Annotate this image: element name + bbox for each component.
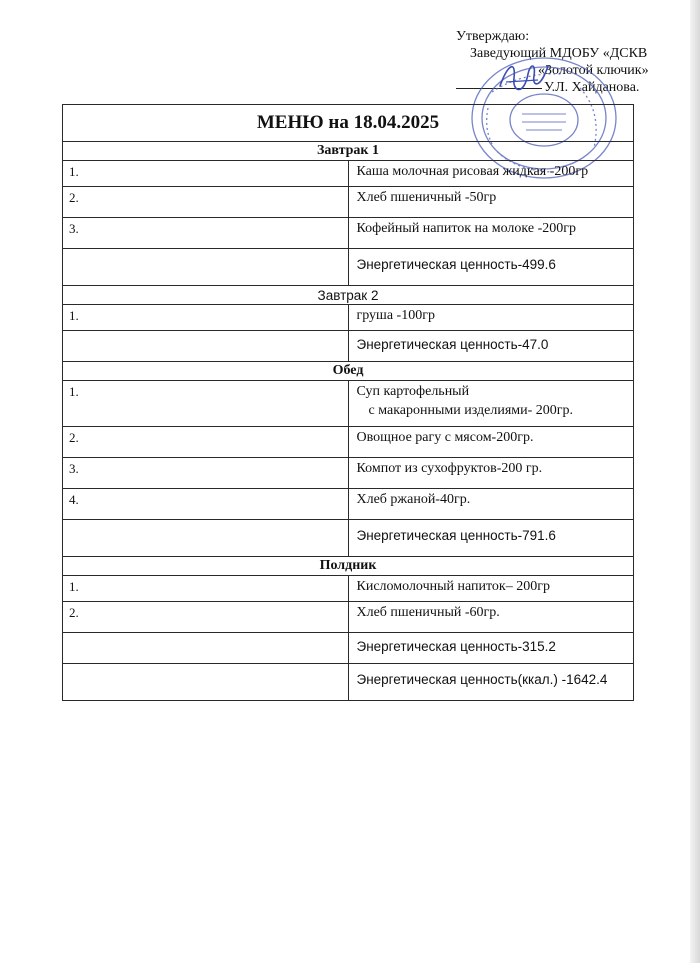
item-number: 3. <box>63 458 349 489</box>
item-number: 3. <box>63 218 349 249</box>
menu-item-line-1: Суп картофельный <box>356 384 470 399</box>
menu-item: Овощное рагу с мясом-200гр. <box>348 427 634 458</box>
empty-cell <box>63 249 349 286</box>
energy-value-breakfast-2: Энергетическая ценность-47.0 <box>348 331 634 362</box>
menu-item <box>348 381 634 427</box>
page-edge <box>690 0 700 963</box>
item-number: 1. <box>63 305 349 331</box>
approval-organization: «Золотой ключик» <box>538 63 649 78</box>
section-breakfast-2: Завтрак 2 <box>63 286 634 305</box>
approver-name: У.Л. Хайданова. <box>544 80 640 95</box>
menu-item: Хлеб ржаной-40гр. <box>348 489 634 520</box>
item-number: 1. <box>63 161 349 187</box>
approval-position: Заведующий МДОБУ «ДСКВ <box>470 46 648 61</box>
item-number: 1. <box>63 576 349 602</box>
empty-cell <box>63 520 349 557</box>
menu-item: Хлеб пшеничный -50гр <box>348 187 634 218</box>
energy-value-breakfast-1: Энергетическая ценность-499.6 <box>348 249 634 286</box>
item-number: 2. <box>63 187 349 218</box>
empty-cell <box>63 664 349 701</box>
empty-cell <box>63 331 349 362</box>
menu-item: Компот из сухофруктов-200 гр. <box>348 458 634 489</box>
item-number: 2. <box>63 602 349 633</box>
energy-value-total: Энергетическая ценность(ккал.) -1642.4 <box>348 664 634 701</box>
section-snack: Полдник <box>63 557 634 576</box>
energy-value-snack: Энергетическая ценность-315.2 <box>348 633 634 664</box>
approval-heading: Утверждаю: <box>456 29 530 44</box>
section-breakfast-1: Завтрак 1 <box>63 142 634 161</box>
menu-item: Хлеб пшеничный -60гр. <box>348 602 634 633</box>
item-number: 1. <box>63 381 349 427</box>
item-number: 4. <box>63 489 349 520</box>
section-lunch: Обед <box>63 362 634 381</box>
menu-item: груша -100гр <box>348 305 634 331</box>
menu-item: Каша молочная рисовая жидкая -200гр <box>348 161 634 187</box>
item-number: 2. <box>63 427 349 458</box>
menu-item: Кисломолочный напиток– 200гр <box>348 576 634 602</box>
approval-block <box>456 28 676 96</box>
menu-item-line-2: с макаронными изделиями- 200гр. <box>368 403 574 418</box>
menu-title: МЕНЮ на 18.04.2025 <box>63 105 634 142</box>
signature-underline <box>456 88 542 89</box>
menu-table <box>62 104 634 701</box>
approval-signature-line <box>456 79 676 96</box>
empty-cell <box>63 633 349 664</box>
menu-item: Кофейный напиток на молоке -200гр <box>348 218 634 249</box>
energy-value-lunch: Энергетическая ценность-791.6 <box>348 520 634 557</box>
